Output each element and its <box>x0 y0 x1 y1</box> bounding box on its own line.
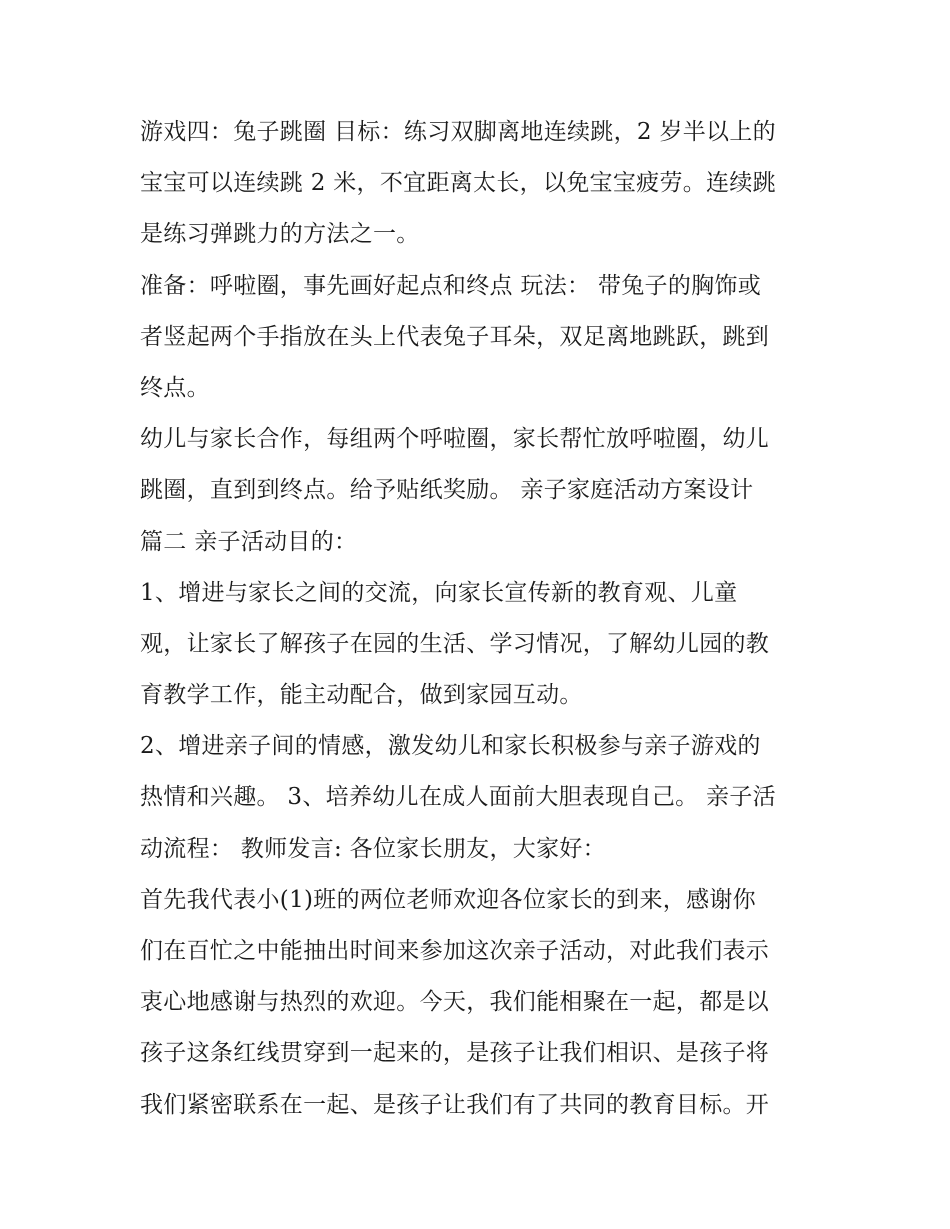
text-line-18: 衷心地感谢与热烈的欢迎。今天，我们能相聚在一起，都是以 <box>140 989 770 1016</box>
text-line-12: 育教学工作，能主动配合，做到家园互动。 <box>140 682 583 709</box>
text-line-6: 终点。 <box>140 374 210 401</box>
text-line-20: 我们紧密联系在一起、是孩子让我们有了共同的教育目标。开 <box>140 1091 770 1118</box>
text-line-1: 游戏四：兔子跳圈 目标：练习双脚离地连续跳，2 岁半以上的 <box>140 119 776 145</box>
text-line-3: 是练习弹跳力的方法之一。 <box>140 221 420 248</box>
text-line-13: 2、增进亲子间的情感，激发幼儿和家长积极参与亲子游戏的 <box>140 733 761 760</box>
text-line-8: 跳圈，直到到终点。给予贴纸奖励。 亲子家庭活动方案设计 <box>140 477 754 504</box>
text-line-15: 动流程： 教师发言: 各位家长朋友，大家好： <box>140 835 606 862</box>
text-line-5: 者竖起两个手指放在头上代表兔子耳朵，双足离地跳跃，跳到 <box>140 323 770 350</box>
text-line-10: 1、增进与家长之间的交流，向家长宣传新的教育观、儿童 <box>140 579 738 606</box>
text-line-2: 宝宝可以连续跳 2 米，不宜距离太长，以免宝宝疲劳。连续跳 <box>140 170 776 197</box>
text-line-19: 孩子这条红线贯穿到一起来的，是孩子让我们相识、是孩子将 <box>140 1040 770 1067</box>
text-line-7: 幼儿与家长合作，每组两个呼啦圈，家长帮忙放呼啦圈，幼儿 <box>140 426 770 453</box>
text-line-17: 们在百忙之中能抽出时间来参加这次亲子活动，对此我们表示 <box>140 938 770 964</box>
text-line-16: 首先我代表小(1)班的两位老师欢迎各位家长的到来，感谢你 <box>140 886 756 913</box>
text-line-4: 准备：呼啦圈，事先画好起点和终点 玩法： 带兔子的胸饰或 <box>140 272 762 299</box>
text-line-9: 篇二 亲子活动目的： <box>140 528 358 555</box>
text-line-14: 热情和兴趣。 3、培养幼儿在成人面前大胆表现自己。 亲子活 <box>140 784 776 811</box>
document-body <box>140 107 820 1131</box>
text-line-11: 观，让家长了解孩子在园的生活、学习情况，了解幼儿园的教 <box>140 630 770 657</box>
